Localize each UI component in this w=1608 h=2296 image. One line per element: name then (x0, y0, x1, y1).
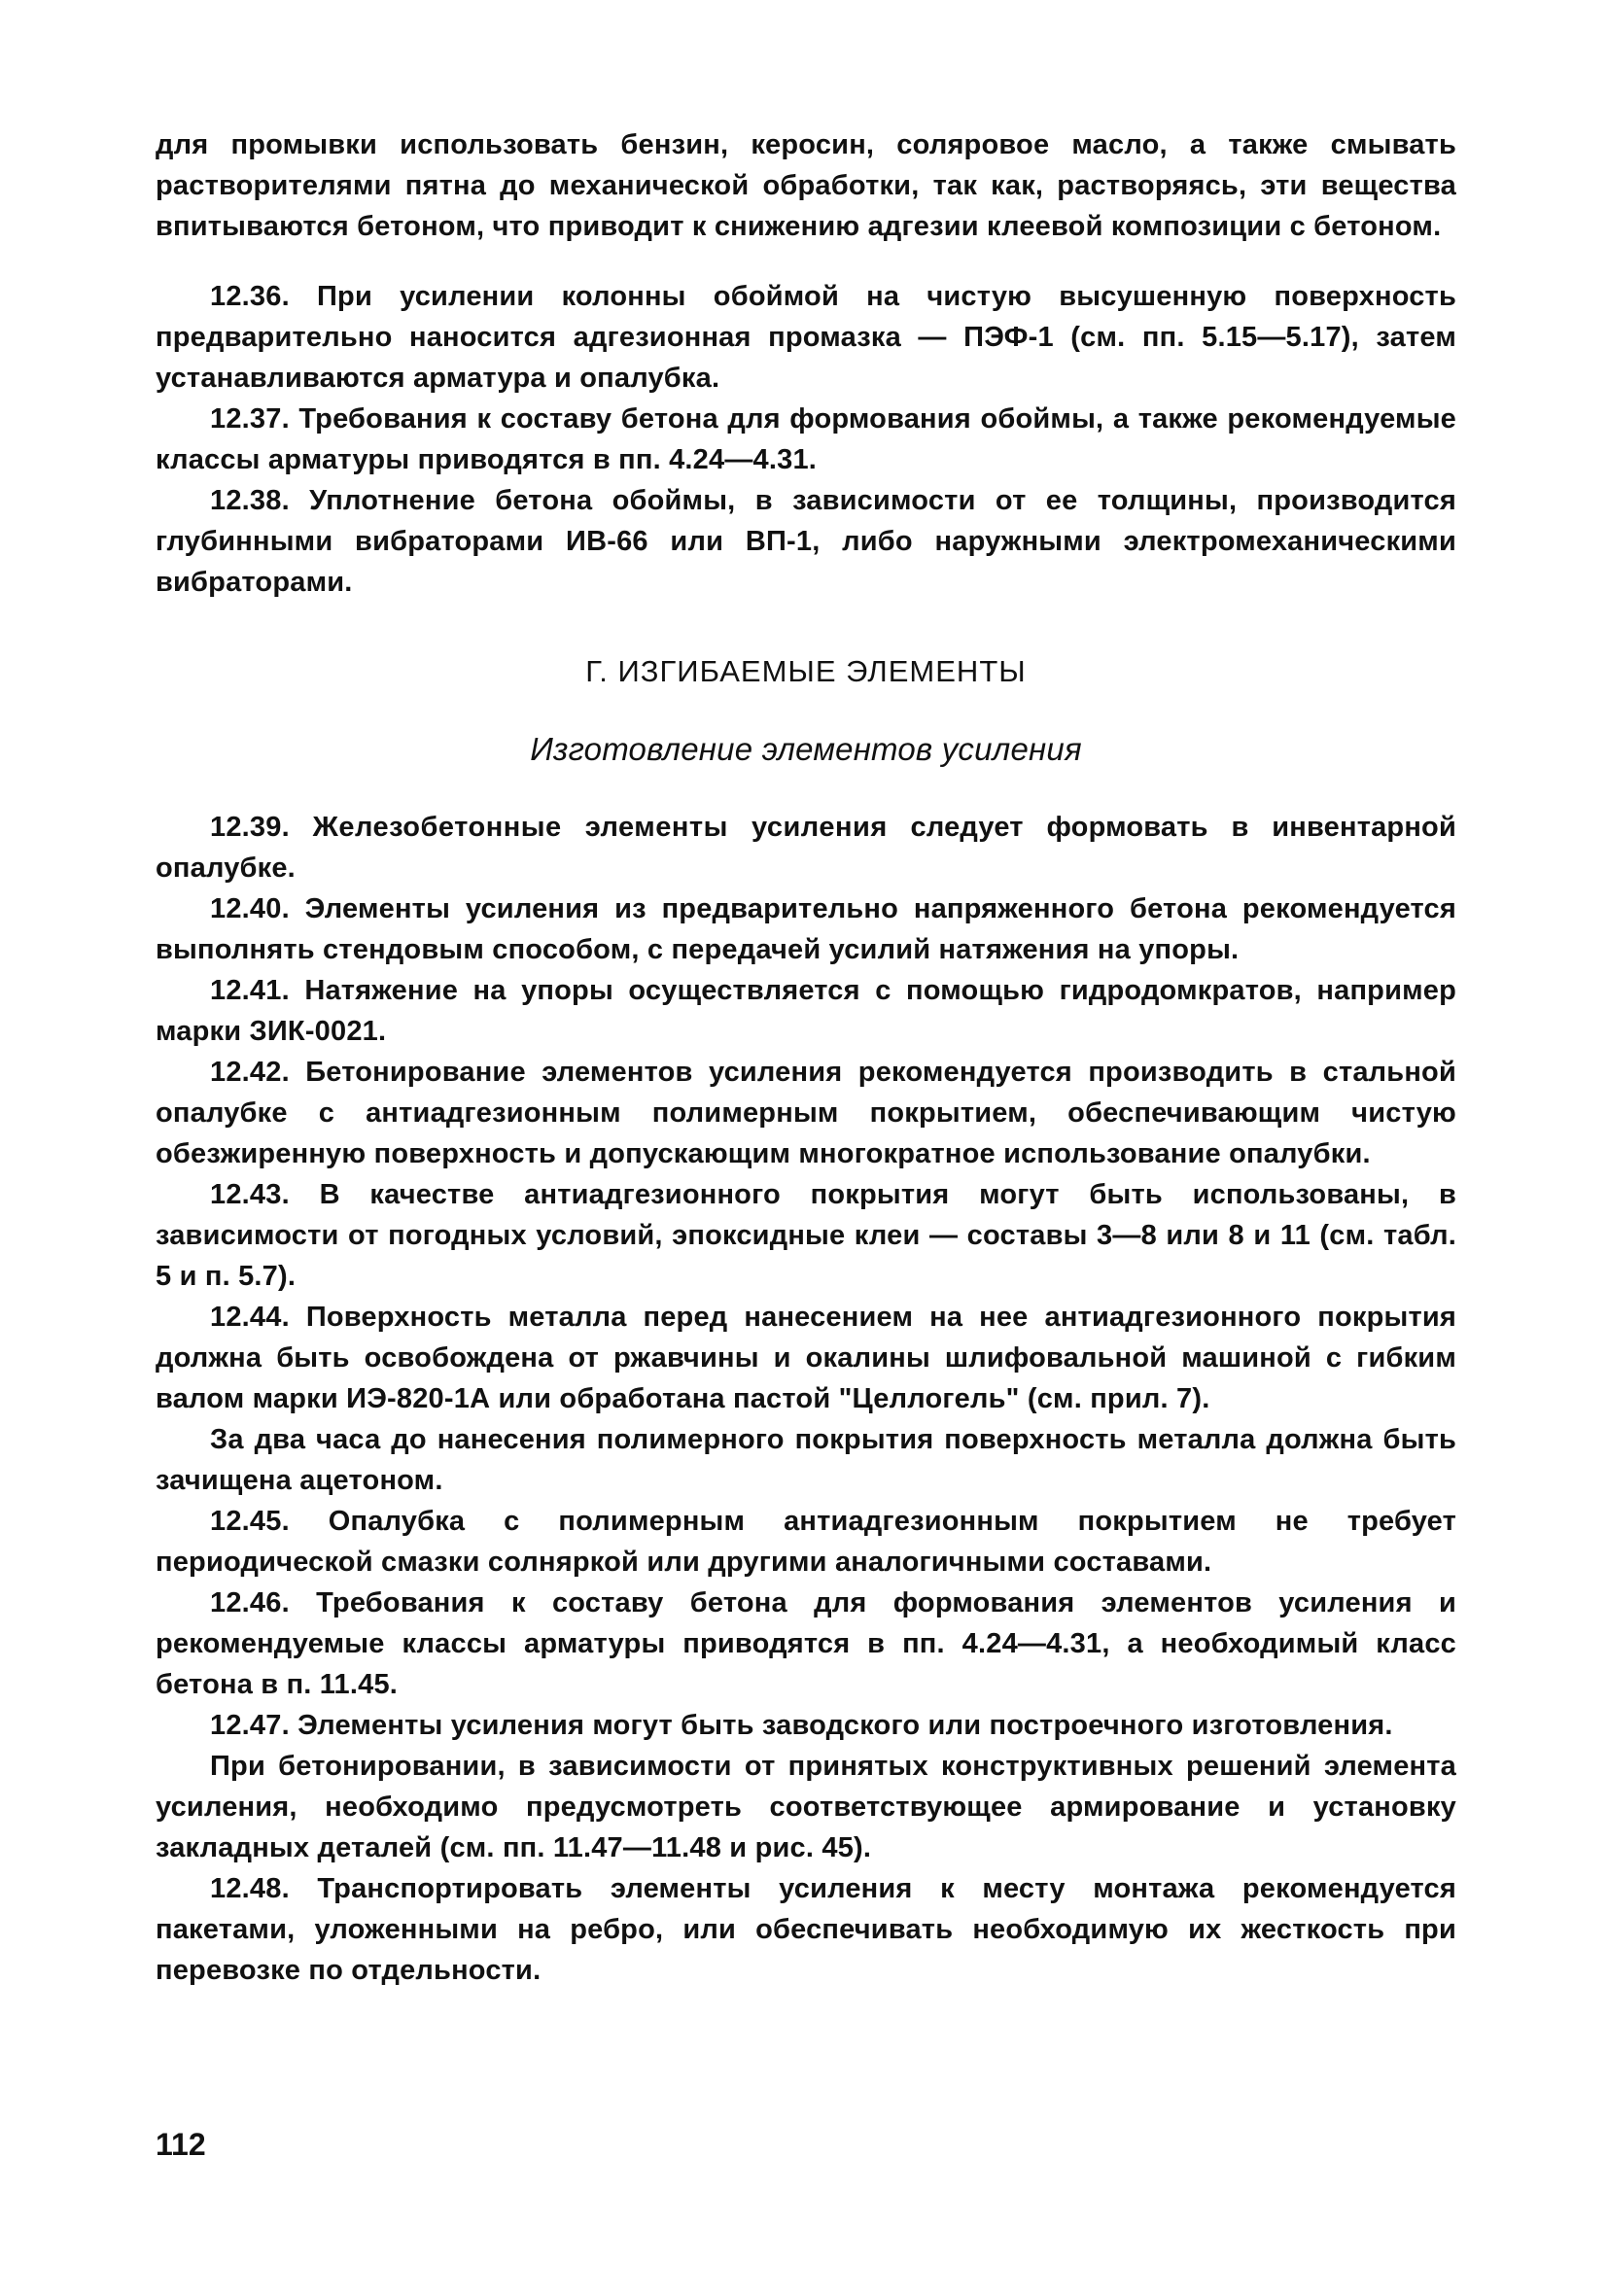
paragraph-number: 12.39. (210, 812, 290, 843)
paragraph-12-48 (156, 1868, 1456, 1991)
paragraph-number: 12.42. (210, 1057, 290, 1088)
paragraph-number: 12.47. (210, 1710, 290, 1741)
page-number: 112 (156, 2127, 206, 2162)
paragraph-12-40 (156, 888, 1456, 970)
paragraph-number: 12.46. (210, 1587, 290, 1618)
paragraph-number: 12.41. (210, 975, 290, 1006)
paragraph-text: При бетонировании, в зависимости от принятых конструктивных решений элемента усиления, необходимо предусмотреть соответствующее армирование и установку закладных деталей (см. пп. 11.47—11.48 и рис. 45). (156, 1751, 1456, 1863)
section-title: Г. ИЗГИБАЕМЫЕ ЭЛЕМЕНТЫ (585, 654, 1027, 688)
paragraph-number: 12.45. (210, 1506, 290, 1537)
paragraph-12-47-continuation (156, 1746, 1456, 1868)
paragraph-number: 12.36. (210, 281, 290, 312)
paragraph-text: При усилении колонны обоймой на чистую высушенную поверхность предварительно наносится адгезионная промазка — ПЭФ-1 (см. пп. 5.15—5.17), затем устанавливаются арматура и опалубка. (156, 281, 1456, 394)
paragraph-12-47 (156, 1705, 1456, 1746)
paragraph-12-46 (156, 1583, 1456, 1705)
paragraph-12-42 (156, 1052, 1456, 1174)
paragraph-text: За два часа до нанесения полимерного покрытия поверхность металла должна быть зачищена ацетоном. (156, 1424, 1456, 1496)
paragraph-text: Элементы усиления из предварительно напряженного бетона рекомендуется выполнять стендовым способом, с передачей усилий натяжения на упоры. (156, 893, 1456, 965)
paragraph-text: следует формовать в инвентарной опалубке. (156, 812, 1457, 884)
intro-text: для промывки использовать бензин, керосин, соляровое масло, а также смывать растворителями пятна до механической обработки, так как, растворяясь, эти вещества впитываются бетоном, что приводит к снижению адгезии клеевой композиции с бетоном. (156, 129, 1456, 242)
paragraph-number: 12.48. (210, 1873, 290, 1904)
paragraph-12-45 (156, 1501, 1456, 1583)
paragraph-12-44 (156, 1297, 1456, 1419)
paragraph-12-43 (156, 1174, 1456, 1297)
paragraph-12-44-continuation (156, 1419, 1456, 1501)
paragraph-text: Натяжение на упоры осуществляется с помощью гидродомкратов, например марки ЗИК-0021. (156, 975, 1456, 1047)
paragraph-12-38 (156, 480, 1456, 603)
paragraph-text: Требования к составу бетона для формования обоймы, а также рекомендуемые классы арматуры приводятся в пп. 4.24—4.31. (156, 403, 1456, 475)
paragraph-text: Требования к составу бетона для формования элементов усиления и рекомендуемые классы арматуры приводятся в пп. 4.24—4.31, а необходимый класс бетона в п. 11.45. (156, 1587, 1456, 1700)
paragraph-12-39 (156, 807, 1456, 888)
emphasized-term: Железобетонные элементы усиления (312, 812, 888, 843)
paragraph-12-36 (156, 276, 1456, 399)
paragraph-text: Поверхность металла перед нанесением на нее антиадгезионного покрытия должна быть освобождена от ржавчины и окалины шлифовальной машиной с гибким валом марки ИЭ-820-1А или обработана пастой "Целлогель" (см. прил. 7). (156, 1302, 1456, 1414)
intro-paragraph (156, 124, 1456, 247)
paragraph-number: 12.44. (210, 1302, 290, 1333)
paragraph-12-37 (156, 399, 1456, 480)
paragraph-text: Уплотнение бетона обоймы, в зависимости от ее толщины, производится глубинными вибраторами ИВ-66 или ВП-1, либо наружными электромеханическими вибраторами. (156, 485, 1456, 598)
paragraph-text: Бетонирование элементов усиления рекомендуется производить в стальной опалубке с антиадгезионным полимерным покрытием, обеспечивающим чистую обезжиренную поверхность и допускающим многократное использование опалубки. (156, 1057, 1456, 1169)
document-page (156, 124, 1456, 1991)
paragraph-text: В качестве антиадгезионного покрытия могут быть использованы, в зависимости от погодных условий, эпоксидные клеи — составы 3—8 или 8 и 11 (см. табл. 5 и п. 5.7). (156, 1179, 1456, 1292)
paragraph-number: 12.40. (210, 893, 290, 924)
paragraph-number: 12.38. (210, 485, 290, 516)
paragraph-text: Опалубка с полимерным антиадгезионным покрытием не требует периодической смазки солняркой или другими аналогичными составами. (156, 1506, 1456, 1578)
paragraph-12-41 (156, 970, 1456, 1052)
paragraph-text: Элементы усиления могут быть заводского или построечного изготовления. (297, 1710, 1393, 1741)
paragraph-text: Транспортировать элементы усиления к месту монтажа рекомендуется пакетами, уложенными на ребро, или обеспечивать необходимую их жесткость при перевозке по отдельности. (156, 1873, 1456, 1986)
paragraph-number: 12.43. (210, 1179, 290, 1210)
paragraph-number: 12.37. (210, 403, 290, 435)
subsection-title: Изготовление элементов усиления (530, 731, 1082, 767)
